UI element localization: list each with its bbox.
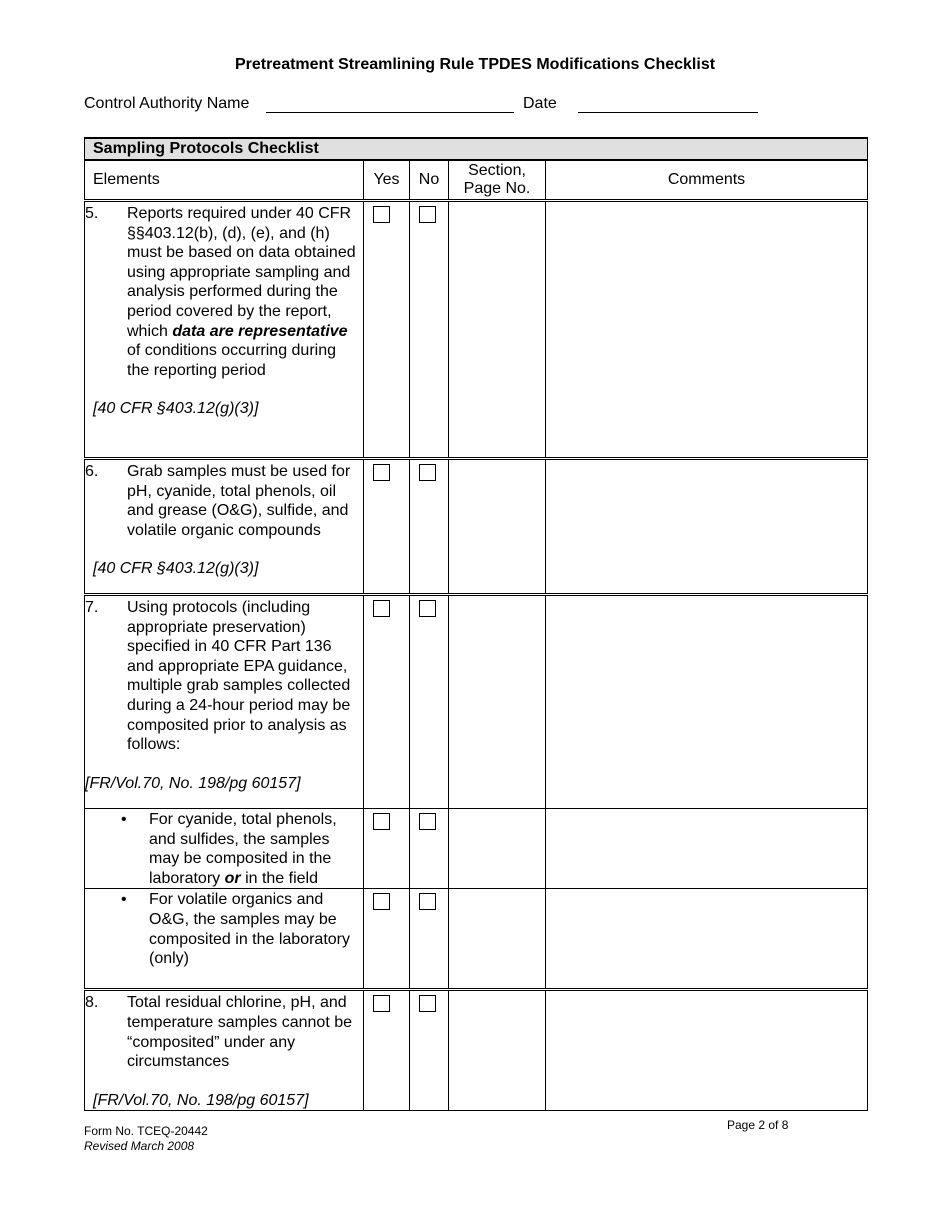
control-authority-name-field[interactable] xyxy=(266,112,514,113)
section-page-cell[interactable] xyxy=(449,201,546,459)
item-text: For cyanide, total phenols, and sulfides, the samples may be composited in the laboratory xyxy=(149,811,337,887)
page-title: Pretreatment Streamlining Rule TPDES Modifications Checklist xyxy=(234,56,716,73)
no-cell xyxy=(410,459,449,595)
comments-cell[interactable] xyxy=(546,809,868,889)
form-number: Form No. TCEQ-20442 xyxy=(84,1124,208,1138)
section-page-cell[interactable] xyxy=(449,990,546,1111)
date-field[interactable] xyxy=(578,112,758,113)
yes-checkbox[interactable] xyxy=(373,813,390,830)
no-checkbox[interactable] xyxy=(419,995,436,1012)
section-title: Sampling Protocols Checklist xyxy=(85,138,868,160)
comments-header: Comments xyxy=(546,160,868,201)
yes-checkbox[interactable] xyxy=(373,464,390,481)
date-label: Date xyxy=(523,95,557,112)
page-number: Page 2 of 8 xyxy=(727,1118,789,1132)
no-cell xyxy=(410,809,449,889)
comments-cell[interactable] xyxy=(546,595,868,809)
item-emphasis: data are representative xyxy=(172,322,348,340)
control-authority-label: Control Authority Name xyxy=(84,95,250,112)
table-row xyxy=(85,889,868,990)
item-number: 8. xyxy=(85,994,99,1012)
item-number: 7. xyxy=(85,599,99,616)
item-text: For volatile organics and O&G, the samples may be composited in the laboratory (only) xyxy=(149,891,350,968)
form-footer xyxy=(84,1124,208,1154)
yes-checkbox[interactable] xyxy=(373,600,390,617)
yes-header: Yes xyxy=(364,160,410,201)
item-citation: [FR/Vol.70, No. 198/pg 60157] xyxy=(85,774,301,792)
column-header-row xyxy=(85,160,868,201)
elements-header: Elements xyxy=(85,160,364,201)
table-row xyxy=(85,809,868,889)
element-cell xyxy=(85,990,364,1111)
element-cell xyxy=(85,595,364,809)
no-checkbox[interactable] xyxy=(419,206,436,223)
table-row xyxy=(85,595,868,809)
section-page-cell[interactable] xyxy=(449,809,546,889)
no-checkbox[interactable] xyxy=(419,813,436,830)
yes-cell xyxy=(364,990,410,1111)
control-authority-row xyxy=(84,95,784,117)
element-cell xyxy=(85,889,364,990)
item-text: Total residual chlorine, pH, and temperature samples cannot be “composited” under any circumstances xyxy=(127,994,353,1071)
no-checkbox[interactable] xyxy=(419,893,436,910)
section-page-cell[interactable] xyxy=(449,595,546,809)
section-page-cell[interactable] xyxy=(449,459,546,595)
yes-checkbox[interactable] xyxy=(373,893,390,910)
no-cell xyxy=(410,201,449,459)
comments-cell[interactable] xyxy=(546,889,868,990)
item-text: Using protocols (including appropriate preservation) specified in 40 CFR Part 136 and appropriate EPA guidance, multiple grab samples collected during a 24-hour period may be composited prior to analysis as follows: xyxy=(127,599,351,754)
item-citation: [40 CFR §403.12(g)(3)] xyxy=(93,560,259,578)
yes-cell xyxy=(364,595,410,809)
page-no-header-text: Page No. xyxy=(463,180,531,197)
comments-cell[interactable] xyxy=(546,990,868,1111)
checklist-table xyxy=(84,137,868,1111)
yes-cell xyxy=(364,459,410,595)
comments-cell[interactable] xyxy=(546,201,868,459)
item-text-cont: in the field xyxy=(245,869,318,887)
section-header-text: Section, xyxy=(468,162,526,179)
item-text: Reports required under 40 CFR §§403.12(b), (d), (e), and (h) must be based on data obtained using appropriate sampling and analysis performed during the period covered by the report, which xyxy=(127,205,356,340)
bullet: • xyxy=(121,811,127,828)
no-checkbox[interactable] xyxy=(419,600,436,617)
item-number: 6. xyxy=(85,463,99,480)
yes-cell xyxy=(364,809,410,889)
element-cell xyxy=(85,809,364,889)
table-row xyxy=(85,459,868,595)
no-cell xyxy=(410,595,449,809)
item-text: Grab samples must be used for pH, cyanide, total phenols, oil and grease (O&G), sulfide, and volatile organic compounds xyxy=(127,463,351,539)
bullet: • xyxy=(121,891,127,909)
no-header: No xyxy=(410,160,449,201)
revision-date: Revised March 2008 xyxy=(84,1139,195,1153)
item-citation: [FR/Vol.70, No. 198/pg 60157] xyxy=(93,1091,309,1109)
comments-cell[interactable] xyxy=(546,459,868,595)
table-row xyxy=(85,201,868,459)
section-page-cell[interactable] xyxy=(449,889,546,990)
element-cell xyxy=(85,459,364,595)
yes-cell xyxy=(364,889,410,990)
no-cell xyxy=(410,990,449,1111)
item-emphasis: or xyxy=(224,869,241,887)
yes-checkbox[interactable] xyxy=(373,995,390,1012)
yes-cell xyxy=(364,201,410,459)
section-page-header xyxy=(449,160,546,201)
item-text-cont: of conditions occurring during the reporting period xyxy=(127,342,337,379)
item-number: 5. xyxy=(85,205,99,222)
item-citation: [40 CFR §403.12(g)(3)] xyxy=(93,400,259,418)
element-cell xyxy=(85,201,364,459)
yes-checkbox[interactable] xyxy=(373,206,390,223)
no-checkbox[interactable] xyxy=(419,464,436,481)
no-cell xyxy=(410,889,449,990)
table-row xyxy=(85,990,868,1111)
